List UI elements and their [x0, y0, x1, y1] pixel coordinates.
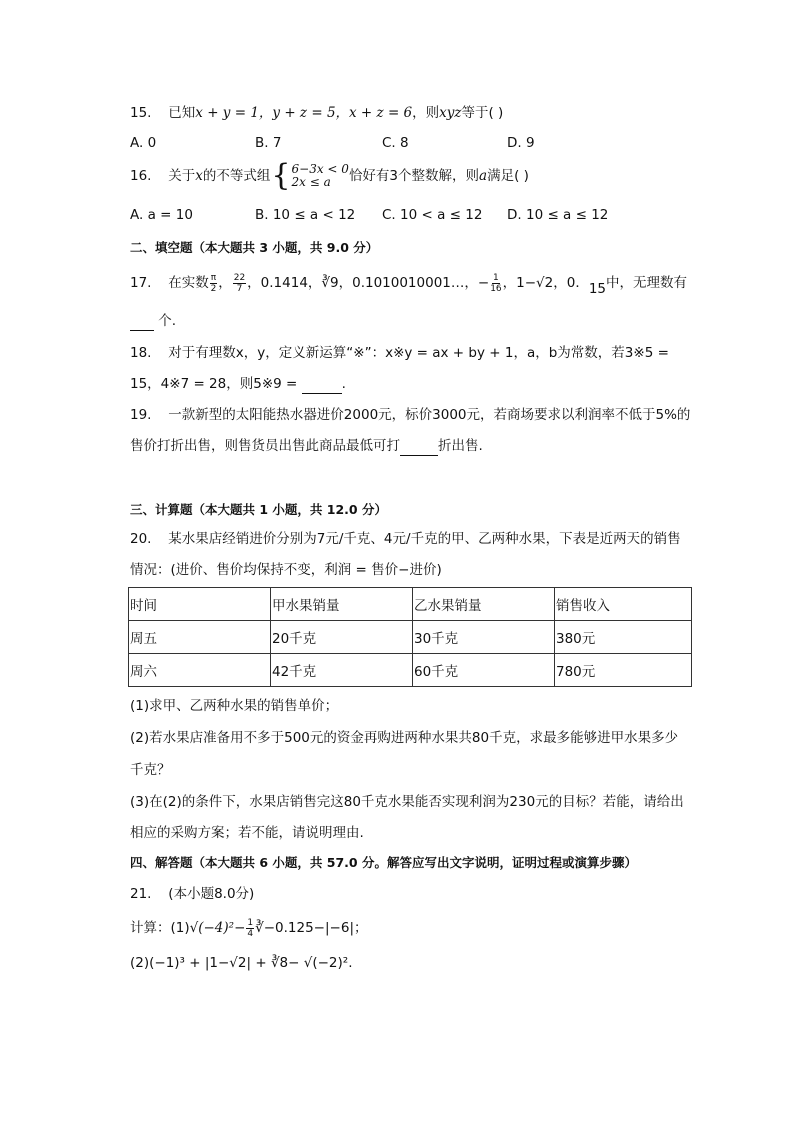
inequality-system: [292, 163, 349, 189]
question-text: 计算：(1): [130, 920, 190, 936]
question-text: ，则: [412, 105, 440, 121]
question-number: 16.: [130, 168, 152, 184]
table-cell: 周六: [129, 654, 271, 687]
table-header: 乙水果销量: [413, 588, 555, 621]
question-text: 对于有理数x，y，定义新运算“※”：x※y = ax + by + 1，a，b为常数，若3※5 =: [168, 345, 669, 361]
question-17-line-2: [130, 312, 176, 331]
question-text: 个.: [158, 313, 177, 329]
question-number: 20.: [130, 531, 152, 547]
question-text: 关于: [168, 168, 196, 184]
question-16: [130, 160, 529, 192]
question-number: 18.: [130, 345, 152, 361]
question-text: 某水果店经销进价分别为7元/千克、4元/千克的甲、乙两种水果，下表是近两天的销售: [168, 531, 681, 547]
fraction-pi-over-2: $\frac{\pi}{2}$: [210, 272, 217, 294]
equation: x + y = 1，y + z = 5，x + z = 6: [195, 105, 413, 121]
table-header: 甲水果销量: [271, 588, 413, 621]
expression: −: [234, 920, 246, 936]
expression: √(−4)²: [189, 920, 235, 936]
expression: ∛−0.125−|−6|；: [255, 920, 368, 936]
table-row: [129, 621, 692, 654]
section-heading-4: 四、解答题（本大题共 6 小题，共 57.0 分。解答应写出文字说明，证明过程或演算步骤）: [130, 855, 637, 870]
option-c[interactable]: C. 8: [382, 135, 409, 151]
option-d[interactable]: D. 9: [507, 135, 535, 151]
question-21-part-1: [130, 916, 368, 940]
table-cell: 60千克: [413, 654, 555, 687]
fraction-1-over-4: $\frac{1}{4}$: [247, 917, 254, 939]
question-text: 已知: [168, 105, 196, 121]
section-heading-2: 二、填空题（本大题共 3 小题，共 9.0 分）: [130, 240, 379, 255]
table-cell: 周五: [129, 621, 271, 654]
question-20-part-2-cont: 千克？: [130, 762, 171, 778]
question-number: 21.: [130, 886, 152, 902]
question-21: [130, 885, 254, 903]
question-number: 15.: [130, 105, 152, 121]
answer-blank[interactable]: [130, 312, 154, 331]
table-cell: 380元: [555, 621, 692, 654]
table-header: 销售收入: [555, 588, 692, 621]
section-heading-3: 三、计算题（本大题共 1 小题，共 12.0 分）: [130, 502, 387, 517]
variable: x: [195, 168, 203, 184]
question-number: 17.: [130, 275, 152, 291]
question-20-part-2: (2)若水果店准备用不多于500元的资金再购进两种水果共80千克，求最多能够进甲水果多少: [130, 730, 679, 746]
question-text: ，1−√2，0．: [502, 275, 589, 291]
question-text: 在实数: [168, 275, 209, 291]
table-header: 时间: [129, 588, 271, 621]
option-b[interactable]: B. 10 ≤ a < 12: [255, 207, 356, 223]
question-19-line-2: [130, 437, 483, 456]
question-text: ，0.1414，∛9，0.1010010001…，−: [247, 275, 490, 291]
question-text: 折出售.: [438, 438, 483, 454]
repeating-decimal: 15: [588, 281, 607, 297]
question-15: [130, 104, 503, 122]
table-header-row: [129, 588, 692, 621]
question-text: 恰好有3个整数解，则: [348, 168, 480, 184]
answer-blank[interactable]: [400, 437, 438, 456]
table-cell: 42千克: [271, 654, 413, 687]
table-cell: 780元: [555, 654, 692, 687]
question-18-line-2: [130, 375, 346, 394]
question-19: [130, 406, 690, 424]
question-text: 中，无理数有: [606, 275, 688, 291]
question-text: 一款新型的太阳能热水器进价2000元，标价3000元，若商场要求以利润率不低于5%的: [168, 407, 691, 423]
question-text: 等于( ): [461, 105, 504, 121]
question-text: 15，4※7 = 28，则5※9 =: [130, 376, 298, 392]
question-20-part-3-cont: 相应的采购方案；若不能，请说明理由.: [130, 825, 364, 841]
question-20: [130, 530, 681, 548]
question-text: 满足( ): [487, 168, 529, 184]
option-d[interactable]: D. 10 ≤ a ≤ 12: [507, 207, 609, 223]
question-17: 17. 在实数 $\frac{\pi}{2}$ ， $\frac{22}{7}$ ，0.1414，∛9，0.1010010001…，− $\frac{1}{16}$ ，1−√2，0．15中，无理数有: [130, 268, 687, 298]
question-18: [130, 344, 669, 362]
table-row: [129, 654, 692, 687]
question-heading: (本小题8.0分): [168, 886, 255, 902]
question-21-part-2: (2)(−1)³ + |1−√2| + ∛8− √(−2)².: [130, 955, 353, 971]
question-20-part-3: (3)在(2)的条件下，水果店销售完这80千克水果能否实现利润为230元的目标？若能，请给出: [130, 794, 684, 810]
fraction-1-over-16: $\frac{1}{16}$: [490, 272, 502, 294]
fraction-22-over-7: $\frac{22}{7}$: [233, 272, 246, 294]
option-a[interactable]: A. a = 10: [130, 207, 193, 223]
question-text: 售价打折出售，则售货员出售此商品最低可打: [130, 438, 400, 454]
question-text: 的不等式组: [202, 168, 271, 184]
question-20-part-1: (1)求甲、乙两种水果的销售单价；: [130, 698, 339, 714]
option-c[interactable]: C. 10 < a ≤ 12: [382, 207, 483, 223]
variable: a: [479, 168, 488, 184]
inequality-1: 6−3x < 0: [291, 162, 349, 176]
question-number: 19.: [130, 407, 152, 423]
inequality-2: 2x ≤ a: [291, 175, 331, 189]
option-b[interactable]: B. 7: [255, 135, 282, 151]
question-text: .: [341, 376, 346, 392]
answer-blank[interactable]: [302, 375, 342, 394]
question-20-line-2: 情况：(进价、售价均保持不变，利润 = 售价−进价): [130, 562, 442, 578]
option-a[interactable]: A. 0: [130, 135, 157, 151]
brace-icon: {: [271, 158, 291, 193]
variable: xyz: [439, 105, 462, 121]
table-cell: 20千克: [271, 621, 413, 654]
sales-table: [128, 587, 692, 687]
table-cell: 30千克: [413, 621, 555, 654]
